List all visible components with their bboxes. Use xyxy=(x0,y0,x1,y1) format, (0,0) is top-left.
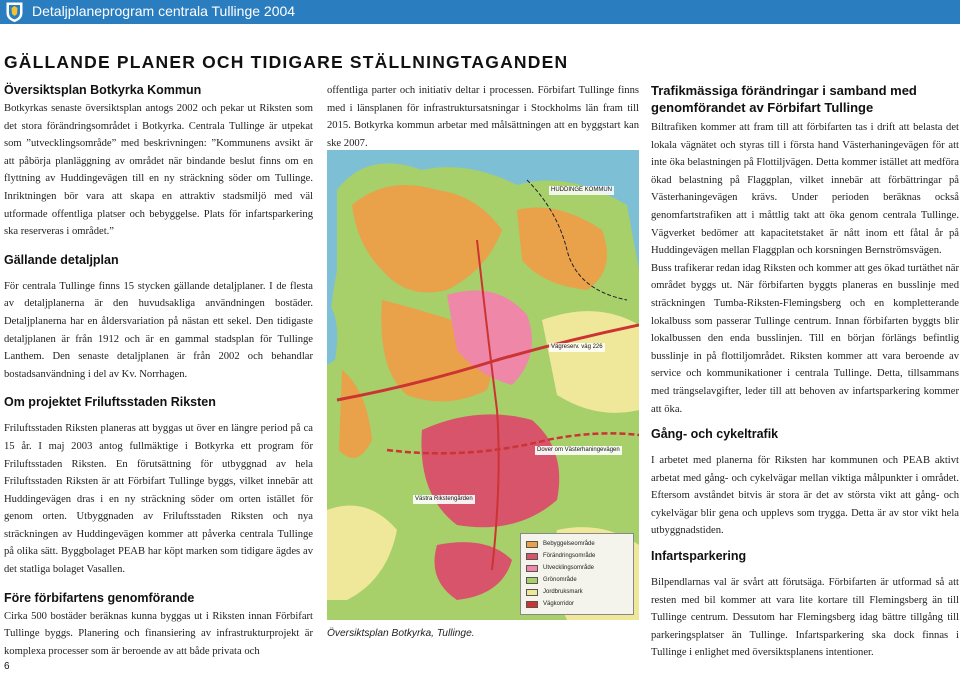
legend-label: Vägkorridor xyxy=(543,601,575,607)
column-1 xyxy=(4,82,313,660)
legend-swatch xyxy=(526,541,538,548)
municipal-shield-logo xyxy=(6,2,23,22)
legend-item xyxy=(526,586,628,598)
legend-item xyxy=(526,574,628,586)
section-text-infartsparkering: Bilpendlarnas val är svårt att förutsäga. Förbifarten är utformad så att resten med bil kommer att vara lite kortare till Flemingsberg än till Tullinge centrum. Dessutom har Flemingsberg idag bättre tillgång till parkeringsplatser än Tullinge. Infartsparkering ska dock finnas i Tullinge i enlighet med översiktsplanens intentioner. xyxy=(651,577,959,659)
legend-label: Bebyggelseområde xyxy=(543,541,595,547)
legend-item xyxy=(526,538,628,550)
map-label-vastra-rikstengarden: Västra Rikstengården xyxy=(415,496,473,502)
section-text-fore-forbifart-cont: offentliga parter och initiativ deltar i processen. Förbifart Tullinge finns med i länsplanen för infrastruktursatsningar i Stockholms län fram till 2015. Botkyrka kommun arbetar med målsättningen att en byggstart kan ske 2007. xyxy=(327,85,639,149)
legend-label: Förändringsområde xyxy=(543,553,596,559)
legend-item xyxy=(526,598,628,610)
legend-swatch xyxy=(526,553,538,560)
section-text-gang-cykel: I arbetet med planerna för Riksten har kommunen och PEAB aktivt arbetat med gång- och cykelvägar mellan viktiga målpunkter i området. Eftersom avståndet bitvis är stora är det av största vikt att gång- och cykelvägar blir gena och upplevs som trygga. Detta är av stor vikt hela utbyggnadstiden. xyxy=(651,455,959,537)
section-title-trafik: Trafikmässiga förändringar i samband med genomförandet av Förbifart Tullinge xyxy=(651,83,917,115)
map-label-huddinge: HUDDINGE KOMMUN xyxy=(551,187,612,193)
section-text-gallande-detaljplan: För centrala Tullinge finns 15 stycken gällande detaljplaner. I de flesta av detaljplanerna är den huvudsakliga användningen bostäder. Detaljplanerna har en åldersvariation på nästan ett sekel. Den tidigaste detaljplanen är från 1912 och är en gammal stadsplan för Tullinge Lanthem. Den senaste detaljplanen är från 2002 och behandlar bostadsanvändning i del av Kv. Norrhagen. xyxy=(4,280,313,380)
header-bar xyxy=(0,0,960,24)
section-text-trafik-buss: Buss trafikerar redan idag Riksten och kommer att ges ökad turtäthet när området byggs ut. När förbifarten byggts planeras en busslinje med sträckningen Tumba-Riksten-Flemingsberg och en kompletterande lokalbuss som passerar Tullinge centrum. Innan förbifarten byggts blir lokalbussen den enda busslinjen. Till en början förlängs befintlig busslinje in på flottiljområdet. Riksten kommer att vara beroende av service och kommunikationer i centrala Tullinge. Detta, tillsammans med trängselavgifter, leder till att behoven av infartsparkering kommer att öka. xyxy=(651,262,960,415)
column-2 xyxy=(327,82,639,152)
page-heading: GÄLLANDE PLANER OCH TIDIGARE STÄLLNINGTAGANDEN xyxy=(4,52,569,72)
legend-label: Grönområde xyxy=(543,577,577,583)
section-title-fore-forbifart: Före förbifartens genomförande xyxy=(4,590,195,605)
legend-swatch xyxy=(526,577,538,584)
map-legend xyxy=(520,533,634,615)
section-text-friluftsstaden: Friluftsstaden Riksten planeras att byggas ut över en längre period på ca 15 år. I maj 2003 antog fullmäktige i Botkyrka ett program för Friluftsstaden Riksten. En förutsättning för utbyggnad av hela Friluftsstaden Riksten är att Förbifart Tullinge byggs, vilket innebär att Huddingevägen dras i en ny sträckning söder om orten istället för genom orten. Utbyggnaden av Friluftsstaden Riksten och nya sträckningen av Huddingevägen kommer att påverka centrala Tullinge på olika sätt. Byggbolaget PEAB har köpt marken som tidigare ägdes av det statliga bolaget Vasallen. xyxy=(4,423,313,576)
legend-item xyxy=(526,550,628,562)
legend-label: Jordbruksmark xyxy=(543,589,583,595)
section-text-fore-forbifart: Cirka 500 bostäder beräknas kunna byggas ut i Riksten innan Förbifart Tullinge byggs. Planering och finansiering av infrastrukturprojekt är komplexa processer som är beroende av att både privata och xyxy=(4,610,313,657)
section-title-gang-cykel: Gång- och cykeltrafik xyxy=(651,427,779,442)
section-title-friluftsstaden: Om projektet Friluftsstaden Riksten xyxy=(4,395,216,410)
legend-swatch xyxy=(526,589,538,596)
map-caption: Översiktsplan Botkyrka, Tullinge. xyxy=(327,628,475,639)
legend-swatch xyxy=(526,601,538,608)
overview-plan-map xyxy=(327,150,639,620)
section-text-trafik: Biltrafiken kommer att fram till att förbifarten tas i drift att belasta det lokala vägnätet och styras till i första hand Västerhaningevägen för att inte öka belastningen på Flottiljvägen. Detta kommer istället att medföra ökad belastning på Flaggplan, vilket innebär att förbättringar på Västerhaningevägen krävs. Under perioden beräknas också genomfartstrafiken att i måttlig takt att öka genom centrala Tullinge. Vägverket bedömer att kapacitetstaket är nått inom ett fåtal år på Huddingevägen mellan Flaggplan och korsningen Bernströmsvägen. xyxy=(651,122,959,257)
map-label-vagreserv: Vägreserv. väg 226 xyxy=(551,344,603,350)
section-title-oversiktsplan: Översiktsplan Botkyrka Kommun xyxy=(4,83,202,97)
map-label-dover: Dover om Västerhaningevägen xyxy=(537,447,620,453)
page-number: 6 xyxy=(4,661,10,672)
section-title-gallande-detaljplan: Gällande detaljplan xyxy=(4,252,119,267)
legend-item xyxy=(526,562,628,574)
document-title: Detaljplaneprogram centrala Tullinge 2004 xyxy=(32,3,296,19)
legend-label: Utvecklingsområde xyxy=(543,565,595,571)
column-3 xyxy=(651,82,959,662)
legend-swatch xyxy=(526,565,538,572)
section-text-oversiktsplan: Botkyrkas senaste översiktsplan antogs 2002 och pekar ut Riksten som det stora förändringsområdet i Botkyrka. Centrala Tullinge är utpekat som ”utvecklingsområde” med beskrivningen: ”Kommunens avsikt är att påbörja planläggning av området när bindande beslut finns om en flyttning av Huddingevägen till en ny sträckning söder om Tullinge. Inriktningen bör vara att skapa en attraktiv stadsmiljö med väl utformade offentliga platser och bebyggelse. Plats för infartsparkering ska reserveras i området.” xyxy=(4,103,313,238)
section-title-infartsparkering: Infartsparkering xyxy=(651,549,747,564)
